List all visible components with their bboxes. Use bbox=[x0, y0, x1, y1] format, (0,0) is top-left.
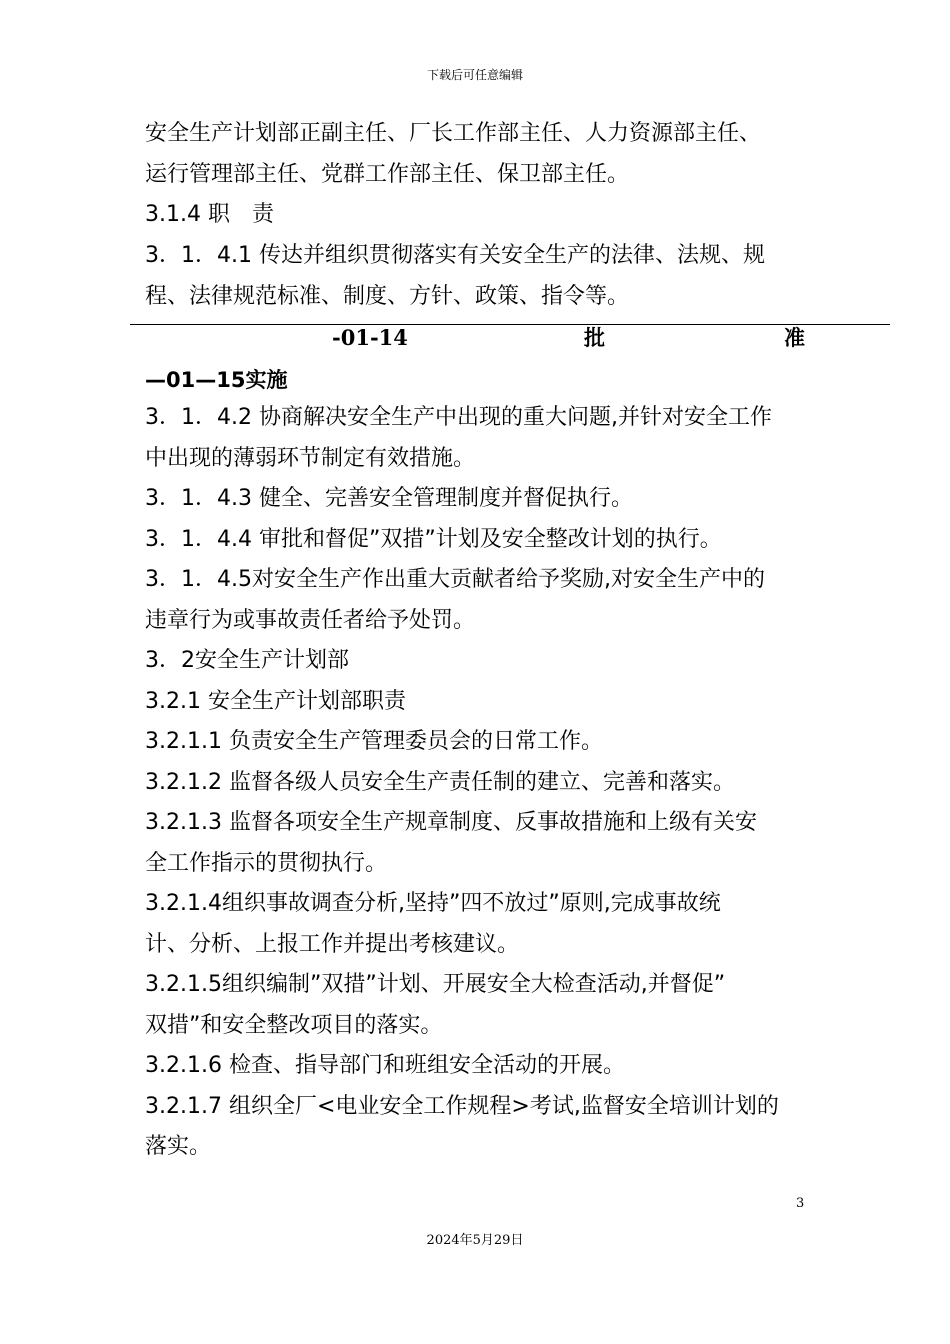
text-line: 3.1.4 职 责 bbox=[145, 202, 274, 227]
text-line: 3．1．4.2 协商解决安全生产中出现的重大问题,并针对安全工作 bbox=[145, 405, 772, 430]
release-date: -01-14 bbox=[332, 325, 408, 350]
text-line: 3.2.1 安全生产计划部职责 bbox=[145, 689, 406, 714]
header-note: 下载后可任意编辑 bbox=[426, 68, 523, 82]
text-line: 3.2.1.5组织编制”双措”计划、开展安全大检查活动,并督促” bbox=[145, 972, 726, 997]
text-line: 双措”和安全整改项目的落实。 bbox=[145, 1013, 443, 1038]
text-line: 3．1．4.5对安全生产作出重大贡献者给予奖励,对安全生产中的 bbox=[145, 567, 765, 592]
text-line: 3．2安全生产计划部 bbox=[145, 648, 349, 673]
text-line: 3.2.1.7 组织全厂<电业安全工作规程>考试,监督安全培训计划的 bbox=[145, 1094, 779, 1119]
footer-date: 2024年5月29日 bbox=[426, 1233, 524, 1248]
text-line: 落实。 bbox=[145, 1134, 212, 1159]
text-line: 计、分析、上报工作并提出考核建议。 bbox=[145, 932, 520, 957]
text-line: 3．1．4.3 健全、完善安全管理制度并督促执行。 bbox=[145, 486, 633, 511]
divider-line bbox=[130, 324, 890, 325]
text-line: 运行管理部主任、党群工作部主任、保卫部主任。 bbox=[145, 162, 630, 187]
text-line: 3.2.1.3 监督各项安全生产规章制度、反事故措施和上级有关安 bbox=[145, 810, 757, 835]
text-line: 全工作指示的贯彻执行。 bbox=[145, 851, 388, 876]
text-line: 3.2.1.2 监督各级人员安全生产责任制的建立、完善和落实。 bbox=[145, 770, 735, 795]
text-line: 程、法律规范标准、制度、方针、政策、指令等。 bbox=[145, 284, 630, 309]
text-line: 3.2.1.6 检查、指导部门和班组安全活动的开展。 bbox=[145, 1053, 625, 1078]
text-line: 中出现的薄弱环节制定有效措施。 bbox=[145, 446, 476, 471]
text-line: 3．1．4.1 传达并组织贯彻落实有关安全生产的法律、法规、规 bbox=[145, 243, 765, 268]
page-number: 3 bbox=[796, 1196, 805, 1211]
text-line: 违章行为或事故责任者给予处罚。 bbox=[145, 608, 476, 633]
implement-date: —01—15实施 bbox=[145, 368, 288, 392]
text-line: 3．1．4.4 审批和督促”双措”计划及安全整改计划的执行。 bbox=[145, 527, 722, 552]
approve-label-char-1: 批 bbox=[584, 325, 605, 350]
text-line: 3.2.1.4组织事故调查分析,坚持”四不放过”原则,完成事故统 bbox=[145, 891, 721, 916]
text-line: 安全生产计划部正副主任、厂长工作部主任、人力资源部主任、 bbox=[145, 121, 762, 146]
text-line: 3.2.1.1 负责安全生产管理委员会的日常工作。 bbox=[145, 729, 603, 754]
approve-label-char-2: 准 bbox=[784, 325, 805, 350]
